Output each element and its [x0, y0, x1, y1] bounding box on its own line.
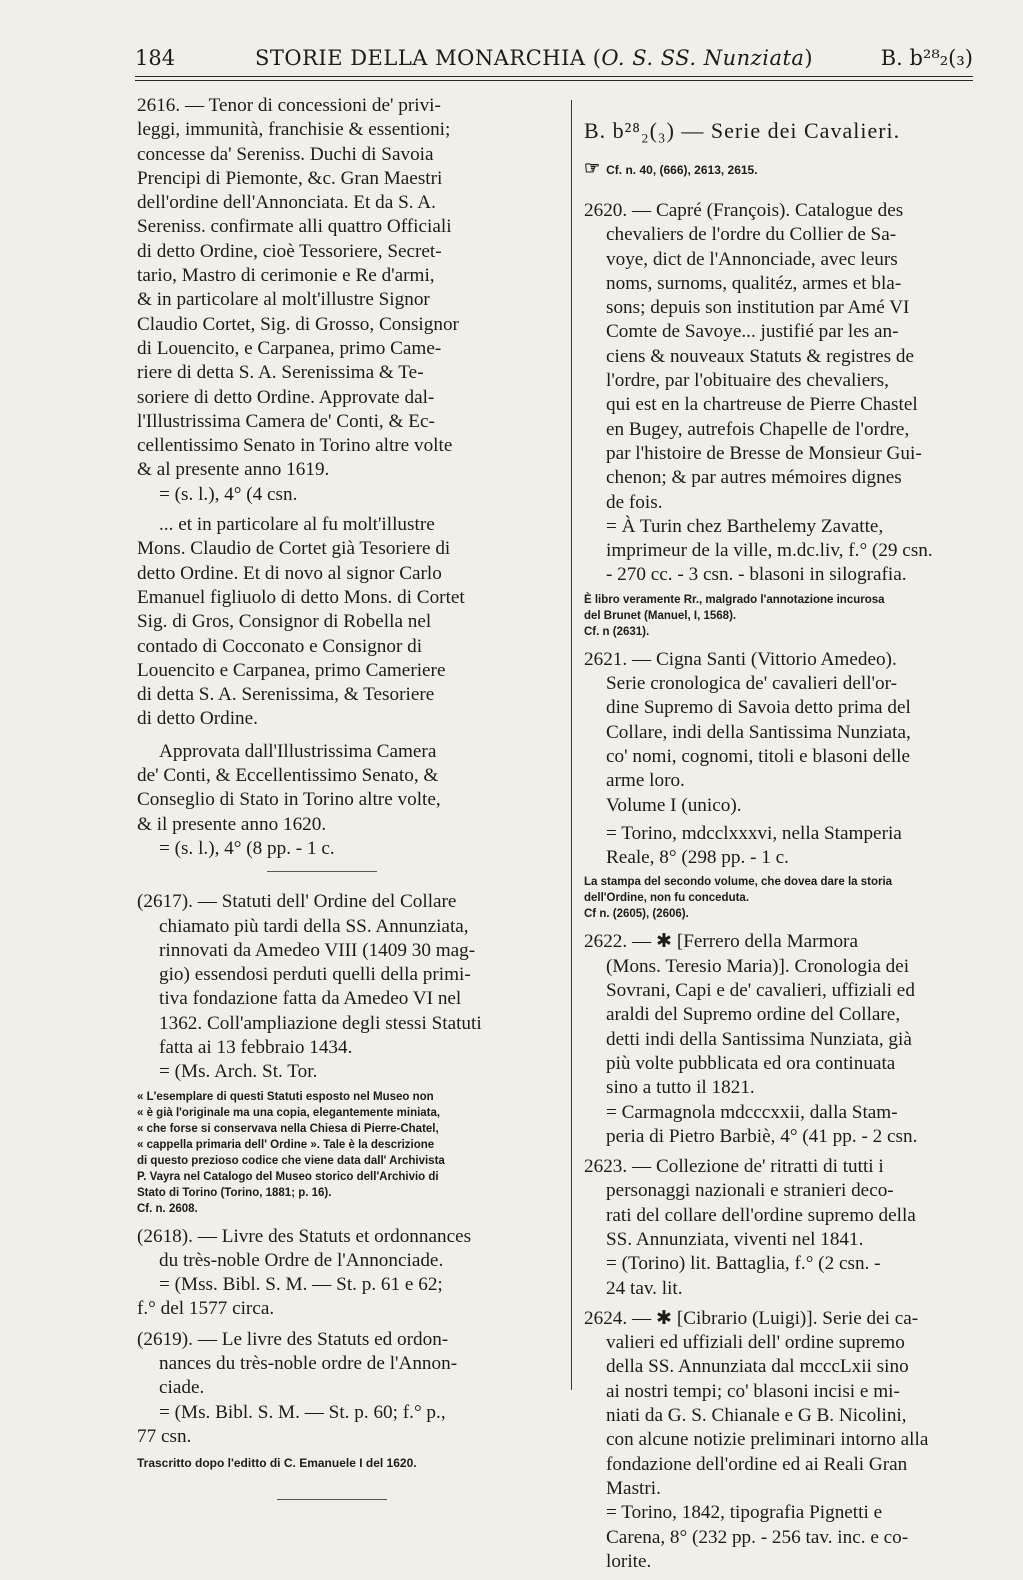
entry-2617: (2617). — Statuti dell' Ordine del Collare chiamato più tardi della SS. Annunziata, rinnovati da Amedeo VIII (1409 30 mag- gio) essendosi perduti quelli della primi- tiva fondazione fatta da Amedeo VI nel 1362. Coll'ampliazione degli stessi Statuti fatta ai 13 febbraio 1434. = (Ms. Arch. St. Tor. « L'esemplare di questi Statuti esposto nel Museo non « è già l'originale ma una copia, elegantemente miniata, « che forse si conservava nella Chiesa di Pierre-Chatel, « cappella primaria dell' Ordine ». Tale è la descrizione di questo prezioso codice che viene data dall' Archivista P. Vayra nel Catalogo del Museo storico dell'Archivio di Stato di Torino (Torino, 1881; p. 16). Cf. n. 2608. [137, 890, 557, 1216]
header-rule-top [135, 76, 973, 77]
imprint: = (Torino) lit. Battaglia, f.° (2 csn. - 24 tav. lit. [606, 1253, 881, 1299]
footnote: È libro veramente Rr., malgrado l'annotazione incurosa del Brunet (Manuel, I, 1568). Cf. n (2631). [584, 593, 885, 638]
imprint: = Carmagnola mdcccxxii, dalla Stam- peria di Pietro Barbiè, 4° (41 pp. - 2 csn. [606, 1101, 918, 1147]
imprint: = (Ms. Bibl. S. M. — St. p. 60; f.° p., 77 csn. [137, 1401, 446, 1447]
entry-2618: (2618). — Livre des Statuts et ordonnances du très-noble Ordre de l'Annonciade. = (Mss. Bibl. S. M. — St. p. 61 e 62; f.° del 1577 circa. [137, 1225, 557, 1322]
imprint-2: = (s. l.), 4° (8 pp. - 1 c. [159, 837, 335, 859]
entry-text: 2616. — Tenor di concessioni de' privi- leggi, immunità, franchisie & essentioni; concesse da' Sereniss. Duchi di Savoia Prencipi di Piemonte, &c. Gran Maestri dell'ordine dell'Annonciata. Et da S. A. Sereniss. confirmate alli quattro Officiali di detto Ordine, cioè Tessoriere, Secret- tario, Mastro di cerimonie e Re d'armi, & in particolare al molt'illustre Signor Claudio Cortet, Sig. di Grosso, Consignor di Louencito, e Carpanea, primo Came- riere di detta S. A. Serenissima & Te- soriere di detto Ordine. Approvate dal- l'Illustrissima Camera de' Conti, & Ec- cellentissimo Senato in Torino altre volte & al presente anno 1619. [137, 95, 459, 481]
left-column [137, 94, 557, 1500]
cross-reference: ☞ Cf. n. 40, (666), 2613, 2615. [584, 158, 758, 178]
continuation-text-2: Approvata dall'Illustrissima Camera de' Conti, & Eccellentissimo Senato, & Conseglio di Stato in Torino altre volte, & il presente anno 1620. [137, 740, 441, 835]
footnote: Trascritto dopo l'editto di C. Emanuele I del 1620. [137, 1456, 417, 1471]
column-divider [571, 100, 572, 1390]
running-header [135, 46, 973, 78]
imprint: = Torino, 1842, tipografia Pignetti e Carena, 8° (232 pp. - 256 tav. inc. e co- lorite. [606, 1502, 909, 1572]
imprint: = Torino, mdcclxxxvi, nella Stamperia Reale, 8° (298 pp. - 1 c. [606, 822, 902, 869]
imprint: = (s. l.), 4° (4 csn. [159, 483, 298, 505]
entry-2624: 2624. — ✱ [Cibrario (Luigi)]. Serie dei ca- valieri ed uffiziali dell' ordine supremo della SS. Annunziata dal mcccLxii sino ai nostri tempi; co' blasoni incisi e mi- niati da G. S. Chianale e G B. Nicolini, con alcune notizie preliminari intorno alla fondazione dell'ordine ed ai Reali Gran Mastri. = Torino, 1842, tipografia Pignetti e Carena, 8° (232 pp. - 256 tav. inc. e co- lorite. [584, 1307, 972, 1574]
continuation-text: ... et in particolare al fu molt'illustre Mons. Claudio de Cortet già Tesoriere di detto Ordine. Et di novo al signor Carlo Emanuel figliuolo di detto Mons. di Cortet Sig. di Gros, Consignor di Robella nel contado di Cocconato e Consignor di Louencito e Carpanea, primo Cameriere di detta S. A. Serenissima, & Tesoriere di detto Ordine. [137, 514, 465, 730]
entry-2623: 2623. — Collezione de' ritratti di tutti i personaggi nazionali e stranieri deco- rati del collare dell'ordine supremo della SS. Annunziata, viventi nel 1841. = (Torino) lit. Battaglia, f.° (2 csn. - 24 tav. lit. [584, 1155, 972, 1301]
entry-2616 [137, 94, 557, 861]
footnote: La stampa del secondo volume, che dovea dare la storia dell'Ordine, non fu conceduta. Cf n. (2605), (2606). [584, 876, 893, 921]
section-signature: B. b²⁸₂(₃) [880, 46, 973, 70]
footnote: « L'esemplare di questi Statuti esposto nel Museo non « è già l'originale ma una copia, elegantemente miniata, « che forse si conservava nella Chiesa di Pierre-Chatel, « cappella primaria dell' Ordine ». Tale è la descrizione di questo prezioso codice che viene data dall' Archivista P. Vayra nel Catalogo del Museo storico dell'Archivio di Stato di Torino (Torino, 1881; p. 16). Cf. n. 2608. [137, 1090, 445, 1215]
separator-rule [267, 871, 377, 872]
running-title: STORIE DELLA MONARCHIA (O. S. SS. Nunziata) [255, 46, 814, 70]
right-column [584, 94, 972, 1580]
section-title: B. b²⁸₂(₃) — Serie dei Cavalieri. [584, 118, 901, 143]
header-rule-bottom [135, 80, 973, 81]
volume-note: Volume I (unico). [606, 794, 742, 816]
page-number: 184 [135, 46, 176, 70]
imprint: = (Mss. Bibl. S. M. — St. p. 61 e 62; f.° del 1577 circa. [137, 1274, 443, 1320]
pointing-hand-icon: ☞ [584, 158, 601, 178]
imprint: = À Turin chez Barthelemy Zavatte, imprimeur de la ville, m.dc.liv, f.° (29 csn. - 270 cc. - 3 csn. - blasoni in silografia. [606, 515, 933, 586]
entry-2619: (2619). — Le livre des Statuts ed ordon- nances du très-noble ordre de l'Annon- ciade. = (Ms. Bibl. S. M. — St. p. 60; f.° p., 77 csn. Trascritto dopo l'editto di C. Emanuele I del 1620. [137, 1328, 557, 1471]
imprint: = (Ms. Arch. St. Tor. [159, 1061, 318, 1083]
entry-2621: 2621. — Cigna Santi (Vittorio Amedeo). Serie cronologica de' cavalieri dell'or- dine Supremo di Savoia detto prima del Collare, indi della Santissima Nunziata, co' nomi, cognomi, titoli e blasoni delle arme loro. Volume I (unico). = Torino, mdcclxxxvi, nella Stamperia Reale, 8° (298 pp. - 1 c. La stampa del secondo volume, che dovea dare la storia dell'Ordine, non fu conceduta. Cf n. (2605), (2606). [584, 648, 972, 923]
entry-2622: 2622. — ✱ [Ferrero della Marmora (Mons. Teresio Maria)]. Cronologia dei Sovrani, Capi e de' cavalieri, uffiziali ed araldi del Supremo ordine del Collare, detti indi della Santissima Nunziata, già più volte pubblicata ed ora continuata sino a tutto il 1821. = Carmagnola mdcccxxii, dalla Stam- peria di Pietro Barbiè, 4° (41 pp. - 2 csn. [584, 930, 972, 1149]
entry-2620: 2620. — Capré (François). Catalogue des chevaliers de l'ordre du Collier de Sa- voye, dict de l'Annonciade, avec leurs noms, surnoms, qualitéz, armes et bla- sons; depuis son institution par Amé VI Comte de Savoye... justifié par les an- ciens & nouveaux Statuts & registres de l'ordre, par l'obituaire des chevaliers, qui est en la chartreuse de Pierre Chastel en Bugey, autrefois Chapelle de l'ordre, par l'histoire de Bresse de Monsieur Gui- chenon; & par autres mémoires dignes de fois. = À Turin chez Barthelemy Zavatte, imprimeur de la ville, m.dc.liv, f.° (29 csn. - 270 cc. - 3 csn. - blasoni in silografia. È libro veramente Rr., malgrado l'annotazione incurosa del Brunet (Manuel, I, 1568). Cf. n (2631). [584, 199, 972, 640]
